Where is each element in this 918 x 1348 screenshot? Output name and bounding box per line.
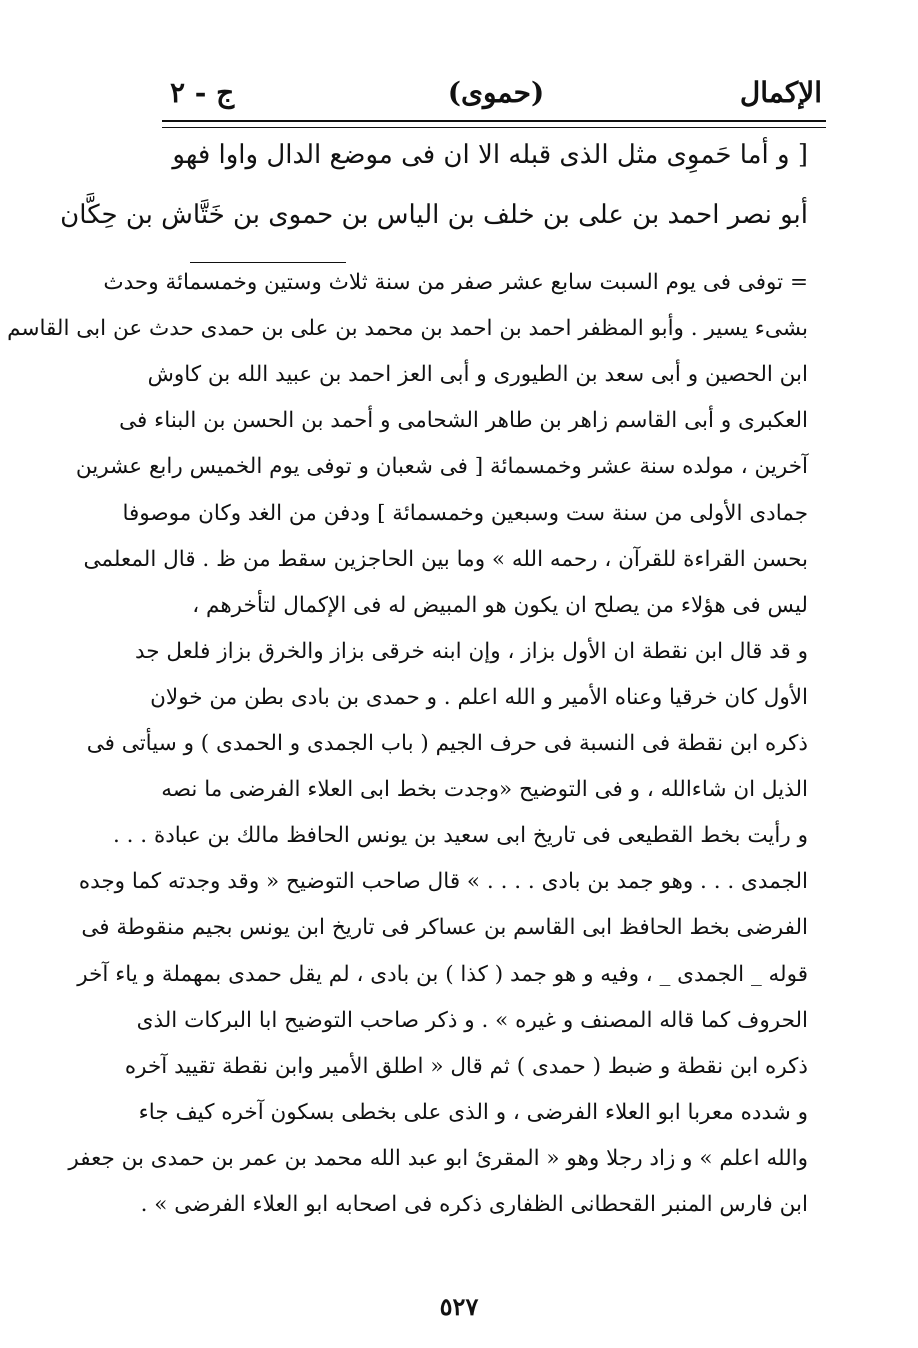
footnote-line: بحسن القراءة للقرآن ، رحمه الله » وما بين الحاجزين سقط من ظ . قال المعلمى (83, 546, 808, 572)
running-header (170, 70, 822, 120)
footnote-line: و قد قال ابن نقطة ان الأول بزاز ، وإن ابنه خرقى بزاز والخرق بزاز فلعل جد (134, 638, 808, 664)
footnote-line: ابن فارس المنبر القحطانى الظفارى ذكره فى اصحابه ابو العلاء الفرضى » . (140, 1192, 808, 1217)
main-text-line: [ و أما حَموِى مثل الذى قبله الا ان فى موضع الدال واوا فهو (172, 140, 808, 170)
footnote-line: آخرين ، مولده سنة عشر وخمسمائة [ فى شعبان و توفى يوم الخميس رابع عشرين (75, 454, 808, 480)
footnote-line: ليس فى هؤلاء من يصلح ان يكون هو المبيض له فى الإكمال لتأخرهم ، (192, 592, 808, 618)
footnote-line: الذيل ان شاءالله ، و فى التوضيح «وجدت بخط ابى العلاء الفرضى ما نصه (161, 777, 808, 803)
footnote-line: الحروف كما قاله المصنف و غيره » . و ذكر صاحب التوضيح ابا البركات الذى (136, 1007, 808, 1033)
main-text-line: أبو نصر احمد بن على بن خلف بن الياس بن حموى بن خَتَّاش بن حِكَّان (60, 200, 808, 230)
book-title: الإكمال (739, 76, 822, 109)
header-rule (162, 120, 826, 122)
footnote-line: و رأيت بخط القطيعى فى تاريخ ابى سعيد بن يونس الحافظ مالك بن عبادة . . . (112, 823, 808, 849)
entry-title: (حموى) (447, 76, 545, 109)
volume-label: ج - ٢ (170, 76, 235, 109)
footnote-line: ذكره ابن نقطة فى النسبة فى حرف الجيم ( باب الجمدى و الحمدى ) و سيأتى فى (86, 731, 808, 756)
footnote-line: ذكره ابن نقطة و ضبط ( حمدى ) ثم قال « اطلق الأمير وابن نقطة تقييد آخره (124, 1053, 808, 1079)
header-rule-thin (162, 127, 826, 128)
page-number: ٥٢٧ (439, 1292, 479, 1321)
footnote-line: والله اعلم » و زاد رجلا وهو « المقرئ ابو عبد الله محمد بن عمر بن حمدى بن جعفر (68, 1145, 808, 1171)
footnote-line: و شدده معربا ابو العلاء الفرضى ، و الذى على بخطى بسكون آخره كيف جاء (138, 1099, 808, 1125)
footnote-separator (190, 262, 346, 263)
footnote-line: العكبرى و أبى القاسم زاهر بن طاهر الشحامى و أحمد بن الحسن بن البناء فى (119, 408, 808, 434)
footnote-line: = توفى فى يوم السبت سابع عشر صفر من سنة ثلاث وستين وخمسمائة وحدث (103, 270, 808, 295)
footnote-line: جمادى الأولى من سنة ست وسبعين وخمسمائة ] ودفن من الغد وكان موصوفا (122, 500, 808, 526)
footnote-line: الجمدى . . . وهو جمد بن بادى . . . . » قال صاحب التوضيح « وقد وجدته كما وجده (78, 869, 808, 895)
footnote-line: ابن الحصين و أبى سعد بن الطيورى و أبى العز احمد بن عبيد الله بن كاوش (147, 362, 808, 388)
footnote-line: الأول كان خرقيا وعناه الأمير و الله اعلم . و حمدى بن بادى بطن من خولان (150, 684, 808, 710)
footnote-line: الفرضى بخط الحافظ ابى القاسم بن عساكر فى تاريخ ابن يونس بجيم منقوطة فى (81, 915, 808, 941)
footnote-line: قوله _ الجمدى _ ، وفيه و هو جمد ( كذا ) بن بادى ، لم يقل حمدى بمهملة و ياء آخر (77, 961, 808, 987)
footnote-line: بشىء يسير . وأبو المظفر احمد بن احمد بن محمد بن على بن حمدى حدث عن ابى القاسم (7, 316, 808, 342)
